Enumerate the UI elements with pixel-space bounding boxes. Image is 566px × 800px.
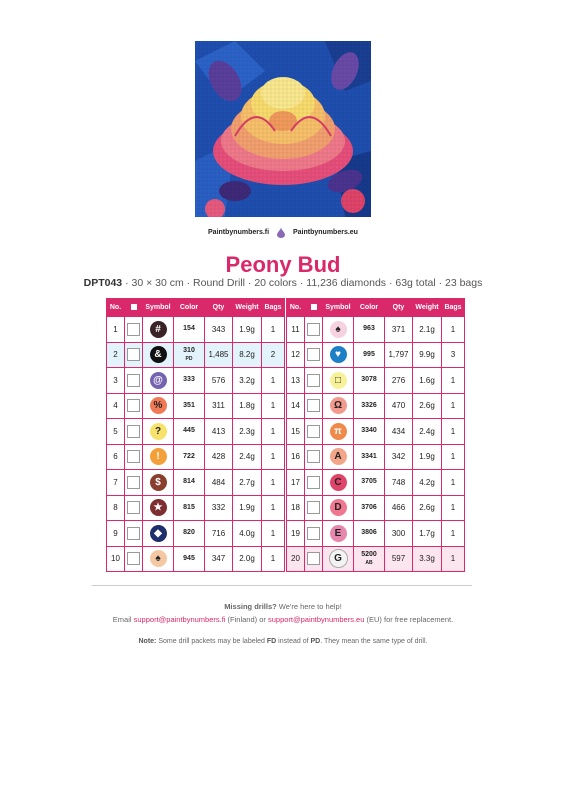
row-symbol-cell — [143, 546, 174, 572]
row-symbol-cell — [143, 444, 174, 470]
table-row — [287, 470, 465, 496]
row-qty: 597 — [385, 546, 413, 572]
row-checkbox-cell — [305, 495, 323, 521]
color-code: 995 — [363, 350, 375, 358]
color-code: 5200 — [361, 550, 377, 558]
row-symbol-cell — [143, 317, 174, 343]
row-qty: 342 — [385, 444, 413, 470]
symbol-badge: Ω — [330, 397, 347, 414]
row-qty: 343 — [205, 317, 233, 343]
row-bags: 1 — [262, 546, 285, 572]
header-checkbox — [311, 304, 317, 310]
row-symbol-cell — [323, 317, 354, 343]
row-bags: 1 — [262, 419, 285, 445]
row-weight: 2.6g — [413, 495, 442, 521]
table-row — [287, 317, 465, 343]
color-code: 820 — [183, 529, 195, 537]
row-checkbox[interactable] — [307, 450, 320, 463]
row-weight: 2.7g — [233, 470, 262, 496]
product-code: DPT043 — [83, 277, 123, 289]
row-qty: 311 — [205, 393, 233, 419]
table-row — [107, 470, 285, 496]
color-code: 3078 — [361, 376, 377, 384]
row-symbol-cell — [143, 521, 174, 547]
color-code: 963 — [363, 325, 375, 333]
row-qty: 748 — [385, 470, 413, 496]
table-row — [287, 444, 465, 470]
color-code: 722 — [183, 452, 195, 460]
symbol-badge: ♥ — [330, 346, 347, 363]
symbol-badge: % — [150, 397, 167, 414]
row-qty: 576 — [205, 368, 233, 394]
row-bags: 1 — [442, 317, 465, 343]
row-symbol-cell — [323, 393, 354, 419]
row-symbol-cell — [323, 521, 354, 547]
symbol-badge: C — [330, 474, 347, 491]
row-qty: 1,797 — [385, 342, 413, 368]
header-qty: Qty — [205, 299, 233, 317]
row-weight: 1.8g — [233, 393, 262, 419]
row-checkbox[interactable] — [307, 399, 320, 412]
row-number: 8 — [107, 495, 125, 521]
symbol-badge: & — [150, 346, 167, 363]
row-weight: 2.3g — [233, 419, 262, 445]
table-row — [107, 393, 285, 419]
row-qty: 371 — [385, 317, 413, 343]
symbol-badge: ! — [150, 448, 167, 465]
table-row — [287, 521, 465, 547]
row-bags: 1 — [442, 495, 465, 521]
row-symbol-cell — [323, 546, 354, 572]
row-bags: 1 — [262, 368, 285, 394]
row-bags: 1 — [262, 495, 285, 521]
symbol-badge: # — [150, 321, 167, 338]
symbol-badge: E — [330, 525, 347, 542]
row-bags: 3 — [442, 342, 465, 368]
row-number: 16 — [287, 444, 305, 470]
email-prefix: Email — [112, 615, 134, 624]
row-bags: 2 — [262, 342, 285, 368]
row-checkbox-cell — [125, 444, 143, 470]
row-number: 6 — [107, 444, 125, 470]
row-checkbox-cell — [125, 495, 143, 521]
table-row — [287, 546, 465, 572]
color-code: 154 — [183, 325, 195, 333]
row-weight: 4.0g — [233, 521, 262, 547]
row-checkbox-cell — [305, 419, 323, 445]
missing-drills-text: We're here to help! — [276, 602, 342, 611]
row-weight: 1.7g — [413, 521, 442, 547]
row-qty: 470 — [385, 393, 413, 419]
symbol-badge: ♠ — [150, 550, 167, 567]
symbol-badge: D — [330, 499, 347, 516]
symbol-badge: ★ — [150, 499, 167, 516]
missing-drills-line — [0, 602, 566, 611]
color-tag: PD — [185, 355, 193, 362]
row-number: 1 — [107, 317, 125, 343]
row-bags: 1 — [442, 470, 465, 496]
color-code: 3705 — [361, 478, 377, 486]
symbol-badge: @ — [150, 372, 167, 389]
color-tag: AB — [365, 559, 373, 566]
symbol-badge: A — [330, 448, 347, 465]
row-weight: 1.6g — [413, 368, 442, 394]
table-row — [107, 444, 285, 470]
row-bags: 1 — [262, 444, 285, 470]
header-no: No. — [287, 299, 305, 317]
table-row — [107, 342, 285, 368]
color-code: 815 — [183, 503, 195, 511]
row-checkbox[interactable] — [127, 399, 140, 412]
row-number: 9 — [107, 521, 125, 547]
row-qty: 434 — [385, 419, 413, 445]
row-qty: 413 — [205, 419, 233, 445]
row-bags: 1 — [442, 393, 465, 419]
row-number: 3 — [107, 368, 125, 394]
row-checkbox-cell — [305, 521, 323, 547]
row-color-cell — [174, 546, 205, 572]
row-bags: 1 — [442, 521, 465, 547]
row-symbol-cell — [143, 470, 174, 496]
row-color-cell — [174, 317, 205, 343]
symbol-badge: π — [330, 423, 347, 440]
row-checkbox[interactable] — [127, 476, 140, 489]
row-qty: 716 — [205, 521, 233, 547]
row-bags: 1 — [442, 546, 465, 572]
row-checkbox[interactable] — [127, 450, 140, 463]
row-checkbox[interactable] — [127, 527, 140, 540]
table-row — [107, 368, 285, 394]
row-weight: 3.3g — [413, 546, 442, 572]
note-label: Note: — [138, 638, 157, 645]
row-color-cell — [174, 419, 205, 445]
row-symbol-cell — [323, 342, 354, 368]
table-row — [287, 393, 465, 419]
row-number: 13 — [287, 368, 305, 394]
table-row — [107, 317, 285, 343]
finland-label: (Finland) or — [225, 615, 268, 624]
row-qty: 300 — [385, 521, 413, 547]
row-number: 18 — [287, 495, 305, 521]
row-number: 17 — [287, 470, 305, 496]
row-color-cell — [354, 317, 385, 343]
row-checkbox[interactable] — [307, 425, 320, 438]
header-qty: Qty — [385, 299, 413, 317]
support-email-eu-link[interactable]: support@paintbynumbers.eu — [267, 615, 365, 624]
table-header-row — [287, 299, 465, 317]
row-weight: 1.9g — [413, 444, 442, 470]
row-weight: 8.2g — [233, 342, 262, 368]
row-checkbox[interactable] — [307, 552, 320, 565]
brand-row — [0, 227, 566, 238]
row-checkbox[interactable] — [127, 425, 140, 438]
missing-drills-heading: Missing drills? — [224, 602, 277, 611]
row-color-cell — [174, 495, 205, 521]
row-checkbox-cell — [125, 342, 143, 368]
row-color-cell — [354, 495, 385, 521]
row-checkbox[interactable] — [307, 323, 320, 336]
page-title: Peony Bud — [225, 252, 341, 277]
row-color-cell — [354, 546, 385, 572]
row-symbol-cell — [323, 368, 354, 394]
row-color-cell — [354, 444, 385, 470]
row-checkbox-cell — [305, 368, 323, 394]
row-weight: 2.4g — [413, 419, 442, 445]
row-symbol-cell — [323, 495, 354, 521]
row-checkbox[interactable] — [127, 323, 140, 336]
row-number: 2 — [107, 342, 125, 368]
row-color-cell — [354, 521, 385, 547]
color-code: 310 — [183, 346, 195, 354]
symbol-badge: ◆ — [150, 525, 167, 542]
color-code: 445 — [183, 427, 195, 435]
row-number: 4 — [107, 393, 125, 419]
brand-eu: Paintbynumbers.eu — [293, 229, 358, 236]
row-weight: 2.1g — [413, 317, 442, 343]
row-qty: 347 — [205, 546, 233, 572]
note-pd: PD — [310, 638, 321, 645]
drill-label-note — [0, 638, 566, 645]
color-code: 814 — [183, 478, 195, 486]
row-checkbox-cell — [125, 419, 143, 445]
artwork-image — [195, 41, 371, 217]
header-checkbox — [131, 304, 137, 310]
row-checkbox[interactable] — [307, 527, 320, 540]
row-qty: 428 — [205, 444, 233, 470]
paint-drop-icon — [277, 227, 285, 238]
row-bags: 1 — [442, 368, 465, 394]
support-line — [0, 615, 566, 624]
row-number: 11 — [287, 317, 305, 343]
header-color: Color — [174, 299, 205, 317]
row-checkbox-cell — [125, 317, 143, 343]
row-color-cell — [174, 368, 205, 394]
row-qty: 484 — [205, 470, 233, 496]
row-color-cell — [174, 444, 205, 470]
product-subtitle — [0, 277, 566, 289]
row-checkbox[interactable] — [307, 374, 320, 387]
row-number: 7 — [107, 470, 125, 496]
row-symbol-cell — [143, 419, 174, 445]
row-symbol-cell — [143, 368, 174, 394]
row-color-cell — [174, 393, 205, 419]
row-checkbox[interactable] — [127, 501, 140, 514]
row-color-cell — [174, 470, 205, 496]
row-number: 20 — [287, 546, 305, 572]
row-symbol-cell — [143, 495, 174, 521]
color-code: 351 — [183, 401, 195, 409]
row-number: 5 — [107, 419, 125, 445]
color-code: 3806 — [361, 529, 377, 537]
row-checkbox[interactable] — [127, 552, 140, 565]
symbol-badge: □ — [330, 372, 347, 389]
row-checkbox[interactable] — [127, 348, 140, 361]
note-text: Some drill packets may be labeled — [156, 638, 267, 645]
header-bags: Bags — [262, 299, 285, 317]
symbol-badge: G — [329, 549, 348, 568]
row-checkbox[interactable] — [127, 374, 140, 387]
color-code: 3341 — [361, 452, 377, 460]
row-number: 10 — [107, 546, 125, 572]
row-weight: 1.9g — [233, 317, 262, 343]
eu-label: (EU) for free replacement. — [364, 615, 454, 624]
row-color-cell — [354, 368, 385, 394]
row-weight: 4.2g — [413, 470, 442, 496]
row-qty: 1,485 — [205, 342, 233, 368]
row-weight: 3.2g — [233, 368, 262, 394]
row-number: 14 — [287, 393, 305, 419]
row-checkbox-cell — [305, 393, 323, 419]
drill-table-left — [106, 298, 285, 572]
row-checkbox[interactable] — [307, 476, 320, 489]
row-symbol-cell — [323, 419, 354, 445]
row-number: 15 — [287, 419, 305, 445]
row-weight: 2.4g — [233, 444, 262, 470]
row-weight: 2.6g — [413, 393, 442, 419]
note-text: instead of — [276, 638, 311, 645]
color-code: 945 — [183, 554, 195, 562]
table-row — [107, 495, 285, 521]
symbol-badge: ? — [150, 423, 167, 440]
row-weight: 9.9g — [413, 342, 442, 368]
symbol-badge: $ — [150, 474, 167, 491]
brand-fi: Paintbynumbers.fi — [208, 229, 270, 236]
row-number: 19 — [287, 521, 305, 547]
color-code: 333 — [183, 376, 195, 384]
row-checkbox-cell — [305, 444, 323, 470]
support-email-fi-link[interactable]: support@paintbynumbers.fi — [133, 615, 226, 624]
drill-table-right — [286, 298, 465, 572]
row-bags: 1 — [442, 419, 465, 445]
row-color-cell — [174, 342, 205, 368]
color-code: 3340 — [361, 427, 377, 435]
row-checkbox[interactable] — [307, 348, 320, 361]
table-row — [107, 521, 285, 547]
note-text: . They mean the same type of drill. — [320, 638, 428, 645]
row-checkbox-cell — [125, 546, 143, 572]
row-color-cell — [354, 470, 385, 496]
row-color-cell — [174, 521, 205, 547]
row-qty: 276 — [385, 368, 413, 394]
row-checkbox-cell — [305, 317, 323, 343]
row-color-cell — [354, 393, 385, 419]
row-number: 12 — [287, 342, 305, 368]
row-qty: 466 — [385, 495, 413, 521]
row-color-cell — [354, 419, 385, 445]
table-row — [287, 495, 465, 521]
table-row — [107, 546, 285, 572]
divider — [92, 585, 472, 586]
symbol-badge: ♠ — [330, 321, 347, 338]
row-bags: 1 — [262, 393, 285, 419]
row-symbol-cell — [323, 470, 354, 496]
row-weight: 2.0g — [233, 546, 262, 572]
row-checkbox-cell — [305, 470, 323, 496]
table-row — [287, 368, 465, 394]
header-check — [125, 299, 143, 317]
table-row — [287, 419, 465, 445]
row-bags: 1 — [262, 317, 285, 343]
row-checkbox[interactable] — [307, 501, 320, 514]
header-bags: Bags — [442, 299, 465, 317]
row-checkbox-cell — [305, 342, 323, 368]
header-check — [305, 299, 323, 317]
color-code: 3706 — [361, 503, 377, 511]
row-weight: 1.9g — [233, 495, 262, 521]
note-fd: FD — [266, 638, 277, 645]
row-symbol-cell — [323, 444, 354, 470]
table-header-row — [107, 299, 285, 317]
header-symbol: Symbol — [143, 299, 174, 317]
row-color-cell — [354, 342, 385, 368]
color-code: 3326 — [361, 401, 377, 409]
header-weight: Weight — [233, 299, 262, 317]
row-checkbox-cell — [125, 393, 143, 419]
header-symbol: Symbol — [323, 299, 354, 317]
table-row — [287, 342, 465, 368]
header-no: No. — [107, 299, 125, 317]
header-weight: Weight — [413, 299, 442, 317]
row-qty: 332 — [205, 495, 233, 521]
row-symbol-cell — [143, 393, 174, 419]
table-row — [107, 419, 285, 445]
row-checkbox-cell — [125, 470, 143, 496]
row-checkbox-cell — [125, 521, 143, 547]
row-bags: 1 — [262, 470, 285, 496]
row-checkbox-cell — [125, 368, 143, 394]
product-specs: · 30 × 30 cm · Round Drill · 20 colors · 11,236 diamonds · 63g total · 23 bags — [122, 277, 483, 289]
row-bags: 1 — [442, 444, 465, 470]
row-checkbox-cell — [305, 546, 323, 572]
header-color: Color — [354, 299, 385, 317]
row-symbol-cell — [143, 342, 174, 368]
row-bags: 1 — [262, 521, 285, 547]
